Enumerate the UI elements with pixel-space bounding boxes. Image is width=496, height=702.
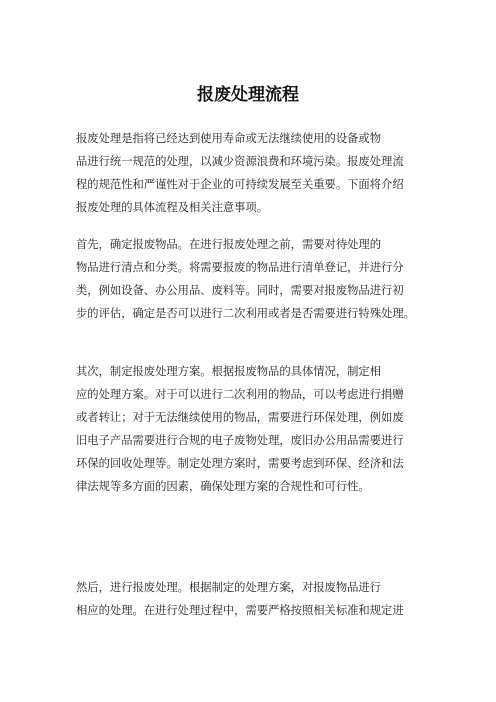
paragraph-line: 旧电子产品需要进行合规的电子废物处理，废旧办公用品需要进行 xyxy=(76,434,404,447)
paragraph-step-plan xyxy=(76,360,426,498)
paragraph-line: 律法规等多方面的因素，确保处理方案的合规性和可行性。 xyxy=(76,480,370,493)
paragraph-line: 品进行统一规范的处理，以减少资源浪费和环境污染。报废处理流 xyxy=(76,155,404,168)
paragraph-line: 报废处理的具体流程及相关注意事项。 xyxy=(76,201,269,214)
paragraph-line: 类，例如设备、办公用品、废料等。同时，需要对报废物品进行初 xyxy=(76,284,404,297)
paragraph-line: 然后，进行报废处理。根据制定的处理方案，对报废物品进行 xyxy=(76,581,382,594)
paragraph-line: 首先，确定报废物品。在进行报废处理之前，需要对待处理的 xyxy=(76,238,382,251)
paragraph-line: 报废处理是指将已经达到使用寿命或无法继续使用的设备或物 xyxy=(76,132,382,145)
paragraph-line: 程的规范性和严谨性对于企业的可持续发展至关重要。下面将介绍 xyxy=(76,178,404,191)
paragraph-line: 其次，制定报废处理方案。根据报废物品的具体情况，制定相 xyxy=(76,365,382,378)
paragraph-step-identify xyxy=(76,233,426,325)
document-title: 报废处理流程 xyxy=(197,85,299,105)
paragraph-line: 步的评估，确定是否可以进行二次利用或者是否需要进行特殊处理。 xyxy=(76,307,415,320)
paragraph-line: 环保的回收处理等。制定处理方案时，需要考虑到环保、经济和法 xyxy=(76,457,404,470)
paragraph-line: 应的处理方案。对于可以进行二次利用的物品，可以考虑进行捐赠 xyxy=(76,388,404,401)
paragraph-step-execute xyxy=(76,576,426,622)
paragraph-line: 相应的处理。在进行处理过程中，需要严格按照相关标准和规定进 xyxy=(76,604,404,617)
paragraph-line: 或者转让；对于无法继续使用的物品，需要进行环保处理，例如废 xyxy=(76,411,404,424)
paragraph-intro xyxy=(76,127,426,219)
paragraph-line: 物品进行清点和分类。将需要报废的物品进行清单登记，并进行分 xyxy=(76,261,404,274)
